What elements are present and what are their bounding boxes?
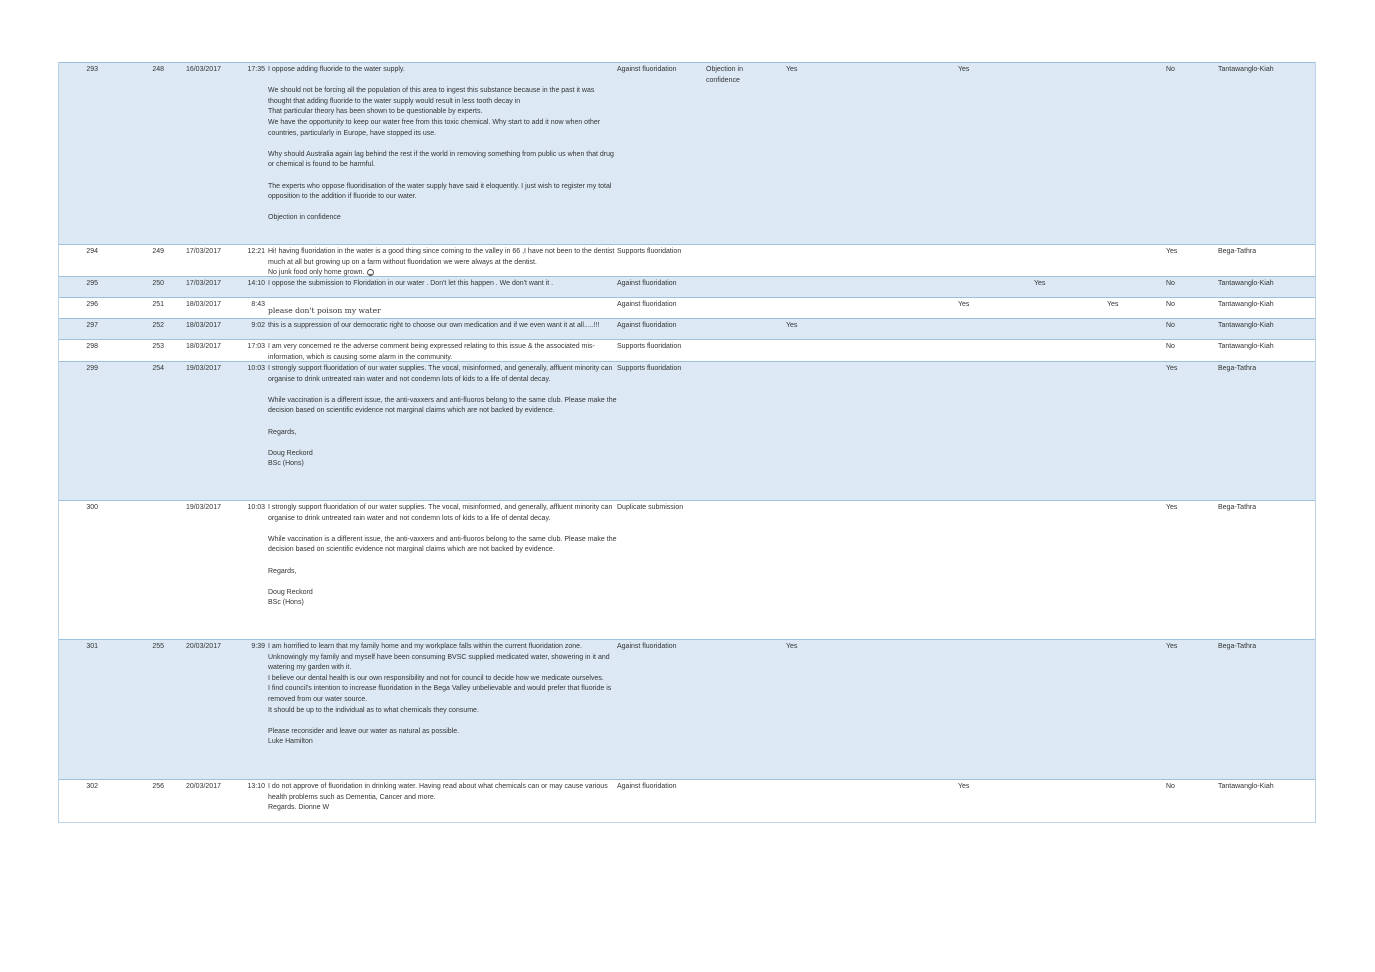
paragraph-text: Regards. Dionne W bbox=[268, 804, 330, 812]
answer-column-1: Yes bbox=[786, 643, 798, 650]
position-label: Against fluoridation bbox=[617, 280, 677, 287]
submission-number: 297 bbox=[86, 322, 98, 329]
submission-time: 8:43 bbox=[251, 301, 265, 308]
paragraph-text: I strongly support fluoridation of our water supplies. The vocal, misinformed, and generally, affluent minority can organise to drink untreated rain water and not condemn lots of kids to a life of dental decay. bbox=[268, 504, 613, 522]
reference-number: 253 bbox=[152, 343, 164, 350]
area-label: Tantawanglo-Kiah bbox=[1218, 280, 1274, 287]
answer-column-1: Yes bbox=[786, 66, 798, 73]
table-row bbox=[59, 361, 1315, 500]
paragraph-gap bbox=[268, 438, 618, 449]
area-label: Tantawanglo-Kiah bbox=[1218, 66, 1274, 73]
answer-column-5: No bbox=[1166, 301, 1175, 308]
submission-paragraph bbox=[268, 86, 618, 107]
submission-paragraph bbox=[268, 182, 618, 203]
submission-paragraph bbox=[268, 364, 618, 385]
submission-text bbox=[268, 503, 618, 609]
paragraph-text: I believe our dental health is our own responsibility and not for council to decide how we medicate ourselves. bbox=[268, 674, 604, 682]
position-label: Supports fluoridation bbox=[617, 343, 682, 350]
position-label: Against fluoridation bbox=[617, 322, 677, 329]
submission-paragraph bbox=[268, 118, 618, 139]
paragraph-text: While vaccination is a different issue, the anti-vaxxers and anti-fluoros belong to the same club. Please make the decision based on scientific evidence not marginal claims which are not backed by evidence. bbox=[268, 535, 617, 554]
area-label: Tantawanglo-Kiah bbox=[1218, 322, 1274, 329]
submission-date: 18/03/2017 bbox=[185, 322, 221, 329]
paragraph-text: I do not approve of fluoridation in drinking water. Having read about what chemicals can or may cause various health problems such as Dementia, Cancer and more. bbox=[268, 783, 608, 801]
paragraph-gap bbox=[268, 556, 618, 567]
submission-paragraph bbox=[268, 684, 618, 705]
answer-column-5: Yes bbox=[1166, 643, 1178, 650]
position-label: Duplicate submission bbox=[617, 504, 684, 511]
table-row bbox=[59, 318, 1315, 339]
paragraph-text: Objection in confidence bbox=[268, 214, 341, 222]
smiley-icon bbox=[367, 269, 374, 276]
area-label: Bega-Tathra bbox=[1218, 643, 1257, 650]
submission-time: 10:03 bbox=[247, 504, 265, 511]
submissions-table bbox=[58, 62, 1316, 823]
area-label: Bega-Tathra bbox=[1218, 365, 1257, 372]
answer-column-5: No bbox=[1166, 343, 1175, 350]
reference-number: 249 bbox=[152, 248, 164, 255]
submission-paragraph bbox=[268, 567, 618, 578]
submission-text bbox=[268, 65, 618, 224]
paragraph-text: The experts who oppose fluoridisation of the water supply have said it eloquently. I just wish to register my total opposition to the addition if fluoride to our water. bbox=[268, 182, 612, 201]
submission-text bbox=[268, 321, 618, 332]
paragraph-gap bbox=[268, 139, 618, 150]
submission-text bbox=[268, 364, 618, 470]
paragraph-text: While vaccination is a different issue, the anti-vaxxers and anti-fluoros belong to the same club. Please make the decision based on scientific evidence not marginal claims which are not backed by evidence. bbox=[268, 396, 617, 415]
submission-paragraph bbox=[268, 737, 618, 748]
paragraph-gap bbox=[268, 716, 618, 727]
table-row bbox=[59, 276, 1315, 297]
paragraph-text: I oppose adding fluoride to the water supply. bbox=[268, 66, 405, 73]
submission-date: 19/03/2017 bbox=[185, 504, 221, 511]
submission-text bbox=[268, 342, 618, 363]
submission-number: 300 bbox=[86, 504, 98, 511]
paragraph-text: We should not be forcing all the population of this area to ingest this substance because in the past it was thought that adding fluoride to the water supply would result in less tooth decay in bbox=[268, 87, 595, 105]
submission-number: 296 bbox=[86, 301, 98, 308]
submission-time: 13:10 bbox=[247, 783, 265, 790]
area-label: Bega-Tathra bbox=[1218, 248, 1257, 255]
submission-paragraph bbox=[268, 727, 618, 738]
table-row bbox=[59, 244, 1315, 276]
submission-text bbox=[268, 642, 618, 748]
submission-paragraph bbox=[268, 803, 618, 814]
paragraph-text: I oppose the submission to Floridation in our water . Don't let this happen . We don't want it . bbox=[268, 280, 554, 287]
paragraph-text: Regards, bbox=[268, 567, 297, 575]
submission-time: 9:39 bbox=[251, 643, 265, 650]
submission-paragraph bbox=[268, 674, 618, 685]
paragraph-text: Doug Reckord bbox=[268, 588, 313, 596]
submission-paragraph bbox=[268, 459, 618, 470]
submission-time: 17:03 bbox=[247, 343, 265, 350]
reference-number: 254 bbox=[152, 365, 164, 372]
submission-date: 19/03/2017 bbox=[185, 365, 221, 372]
table-row bbox=[59, 62, 1315, 244]
submission-paragraph bbox=[268, 279, 618, 290]
position-label: Against fluoridation bbox=[617, 301, 677, 308]
answer-column-5: Yes bbox=[1166, 365, 1178, 372]
answer-column-2: Yes bbox=[958, 783, 970, 790]
submission-date: 20/03/2017 bbox=[185, 783, 221, 790]
answer-column-3: Yes bbox=[1034, 280, 1046, 287]
paragraph-text: Hi! having fluoridation in the water is a good thing since coming to the valley in 66 ,I have not been to the dentist much at all but growing up on a farm without fluoridation we were always at the dentist. bbox=[268, 248, 615, 266]
submission-number: 301 bbox=[86, 643, 98, 650]
position-label: Against fluoridation bbox=[617, 66, 677, 73]
table-row bbox=[59, 639, 1315, 779]
table-row bbox=[59, 500, 1315, 639]
submission-date: 16/03/2017 bbox=[185, 66, 221, 73]
answer-column-4: Yes bbox=[1107, 301, 1119, 308]
submission-paragraph bbox=[268, 782, 618, 803]
submission-number: 302 bbox=[86, 783, 98, 790]
answer-column-5: No bbox=[1166, 66, 1175, 73]
submission-number: 295 bbox=[86, 280, 98, 287]
reference-number: 256 bbox=[152, 783, 164, 790]
paragraph-gap bbox=[268, 76, 618, 87]
submission-number: 294 bbox=[86, 248, 98, 255]
answer-column-5: No bbox=[1166, 280, 1175, 287]
submission-paragraph bbox=[268, 503, 618, 524]
submission-paragraph bbox=[268, 150, 618, 171]
submission-text bbox=[268, 300, 618, 317]
submission-number: 298 bbox=[86, 343, 98, 350]
paragraph-text: Please reconsider and leave our water as natural as possible. bbox=[268, 727, 460, 735]
table-row bbox=[59, 297, 1315, 318]
submission-time: 9:02 bbox=[251, 322, 265, 329]
paragraph-text: Luke Hamilton bbox=[268, 738, 313, 746]
position-label: Against fluoridation bbox=[617, 643, 677, 650]
submission-time: 14:10 bbox=[247, 280, 265, 287]
submission-text bbox=[268, 247, 618, 279]
reference-number: 255 bbox=[152, 643, 164, 650]
submission-paragraph bbox=[268, 65, 618, 76]
submission-paragraph bbox=[268, 247, 618, 268]
area-label: Tantawanglo-Kiah bbox=[1218, 343, 1274, 350]
paragraph-gap bbox=[268, 385, 618, 396]
paragraph-gap bbox=[268, 577, 618, 588]
submission-date: 18/03/2017 bbox=[185, 343, 221, 350]
paragraph-text: Why should Australia again lag behind the rest if the world in removing something from public us when that drug or chemical is found to be harmful. bbox=[268, 150, 614, 169]
submission-time: 12:21 bbox=[247, 248, 265, 255]
submission-paragraph bbox=[268, 342, 618, 363]
submission-paragraph bbox=[268, 213, 618, 224]
submission-paragraph bbox=[268, 588, 618, 599]
reference-number: 252 bbox=[152, 322, 164, 329]
reference-number: 250 bbox=[152, 280, 164, 287]
submission-paragraph bbox=[268, 598, 618, 609]
submission-date: 20/03/2017 bbox=[185, 643, 221, 650]
paragraph-text: It should be up to the individual as to what chemicals they consume. bbox=[268, 706, 479, 714]
paragraph-text: BSc (Hons) bbox=[268, 460, 304, 468]
position-label: Supports fluoridation bbox=[617, 365, 682, 372]
submission-paragraph bbox=[268, 107, 618, 118]
position-label: Against fluoridation bbox=[617, 783, 677, 790]
submission-number: 299 bbox=[86, 365, 98, 372]
paragraph-text: That particular theory has been shown to be questionable by experts. bbox=[268, 108, 483, 116]
reference-number: 248 bbox=[152, 66, 164, 73]
paragraph-gap bbox=[268, 171, 618, 182]
submission-paragraph bbox=[268, 449, 618, 460]
area-label: Tantawanglo-Kiah bbox=[1218, 301, 1274, 308]
submission-paragraph bbox=[268, 428, 618, 439]
table-row bbox=[59, 779, 1315, 822]
submission-paragraph bbox=[268, 396, 618, 417]
answer-column-5: No bbox=[1166, 322, 1175, 329]
submission-paragraph bbox=[268, 321, 618, 332]
submission-paragraph: please don't poison my water bbox=[268, 306, 381, 315]
answer-column-1: Yes bbox=[786, 322, 798, 329]
submission-paragraph bbox=[268, 535, 618, 556]
paragraph-gap bbox=[268, 524, 618, 535]
position-label: Supports fluoridation bbox=[617, 248, 682, 255]
submission-paragraph bbox=[268, 642, 618, 674]
submission-date: 18/03/2017 bbox=[185, 301, 221, 308]
paragraph-text: No junk food only home grown. bbox=[268, 269, 365, 277]
paragraph-gap bbox=[268, 417, 618, 428]
paragraph-text: this is a suppression of our democratic right to choose our own medication and if we even want it at all.....!!! bbox=[268, 322, 600, 329]
table-row bbox=[59, 339, 1315, 361]
answer-column-5: No bbox=[1166, 783, 1175, 790]
paragraph-text: I find council's intention to increase fluoridation in the Bega Valley unbelievable and would prefer that fluoride is removed from our water source. bbox=[268, 685, 612, 703]
reference-number: 251 bbox=[152, 301, 164, 308]
submission-date: 17/03/2017 bbox=[185, 280, 221, 287]
answer-column-5: Yes bbox=[1166, 248, 1178, 255]
submission-time: 17:35 bbox=[247, 66, 265, 73]
submission-date: 17/03/2017 bbox=[185, 248, 221, 255]
paragraph-text: We have the opportunity to keep our water free from this toxic chemical. Why start to add it now when other countries, particularly in Europe, have stopped its use. bbox=[268, 118, 601, 137]
paragraph-text: Doug Reckord bbox=[268, 449, 313, 457]
paragraph-gap bbox=[268, 203, 618, 214]
confidential-note: Objection in confidence bbox=[706, 66, 743, 84]
paragraph-text: I am horrified to learn that my family home and my workplace falls within the current fluoridation zone. Unknowingly my family and myself have been consuming BVSC supplied medicated water, showering in it and watering my garden with it. bbox=[268, 643, 610, 672]
area-label: Bega-Tathra bbox=[1218, 504, 1257, 511]
submission-number: 293 bbox=[86, 66, 98, 73]
paragraph-text: I am very concerned re the adverse comment being expressed relating to this issue & the associated mis-information, which is causing some alarm in the community. bbox=[268, 343, 595, 361]
submission-time: 10:03 bbox=[247, 365, 265, 372]
area-label: Tantawanglo-Kiah bbox=[1218, 783, 1274, 790]
submission-paragraph bbox=[268, 706, 618, 717]
paragraph-text: I strongly support fluoridation of our water supplies. The vocal, misinformed, and generally, affluent minority can organise to drink untreated rain water and not condemn lots of kids to a life of dental decay. bbox=[268, 365, 613, 383]
answer-column-2: Yes bbox=[958, 66, 970, 73]
answer-column-5: Yes bbox=[1166, 504, 1178, 511]
submission-text bbox=[268, 279, 618, 290]
paragraph-text: BSc (Hons) bbox=[268, 599, 304, 607]
paragraph-text: Regards, bbox=[268, 428, 297, 436]
submission-text bbox=[268, 782, 618, 814]
answer-column-2: Yes bbox=[958, 301, 970, 308]
